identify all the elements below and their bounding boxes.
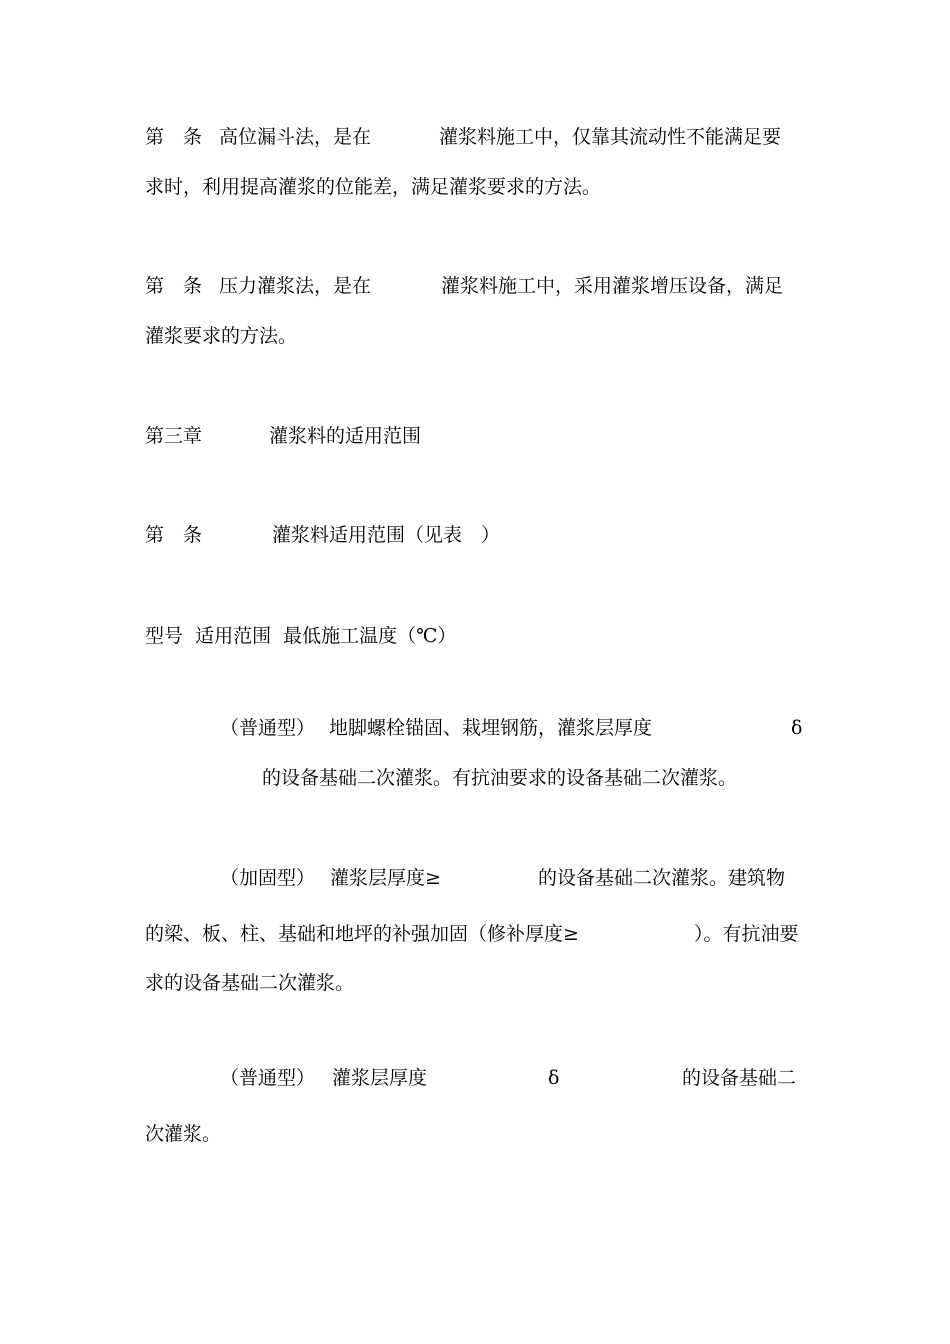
table-cell-text: 地脚螺栓锚固、栽埋钢筋，灌浆层厚度 xyxy=(329,717,653,739)
table-cell-text: 次灌浆。 xyxy=(145,1123,222,1145)
chapter-number: 第三章 xyxy=(145,425,203,447)
table-cell-text: 灌浆层厚度 xyxy=(332,1067,428,1089)
table-cell-text: 灌浆层厚度≥ xyxy=(330,867,441,889)
delta-symbol: δ xyxy=(791,717,803,739)
delta-symbol: δ xyxy=(548,1067,560,1089)
table-header: 型号 适用范围 最低施工温度（℃） xyxy=(145,625,457,647)
paragraph-text: 灌浆要求的方法。 xyxy=(145,325,298,347)
table-cell-text: 的设备基础二 xyxy=(682,1067,797,1089)
paragraph-text: 求时，利用提高灌浆的位能差，满足灌浆要求的方法。 xyxy=(145,176,602,198)
table-type-label: （普通型） xyxy=(220,1067,316,1089)
table-cell-text: 求的设备基础二次灌浆。 xyxy=(145,972,355,994)
table-cell-text: 的设备基础二次灌浆。有抗油要求的设备基础二次灌浆。 xyxy=(262,767,738,789)
chapter-title: 灌浆料的适用范围 xyxy=(269,425,422,447)
article-number: 第 条 xyxy=(145,524,203,546)
paragraph-text: 灌浆料施工中，仅靠其流动性不能满足要 xyxy=(439,126,782,148)
paragraph-text: 压力灌浆法，是在 xyxy=(219,275,372,297)
table-cell-text: 的梁、板、柱、基础和地坪的补强加固（修补厚度≥ xyxy=(145,923,579,945)
table-type-label: （普通型） xyxy=(220,717,316,739)
article-number: 第 条 xyxy=(145,275,203,297)
paragraph-text: 灌浆料施工中，采用灌浆增压设备，满足 xyxy=(441,275,784,297)
article-number: 第 条 xyxy=(145,126,203,148)
table-type-label: （加固型） xyxy=(220,867,316,889)
table-cell-text: ）。有抗油要 xyxy=(694,923,799,945)
paragraph-text: 高位漏斗法，是在 xyxy=(219,126,372,148)
paragraph-text: 灌浆料适用范围（见表 ） xyxy=(272,524,501,546)
table-cell-text: 的设备基础二次灌浆。建筑物 xyxy=(538,867,786,889)
